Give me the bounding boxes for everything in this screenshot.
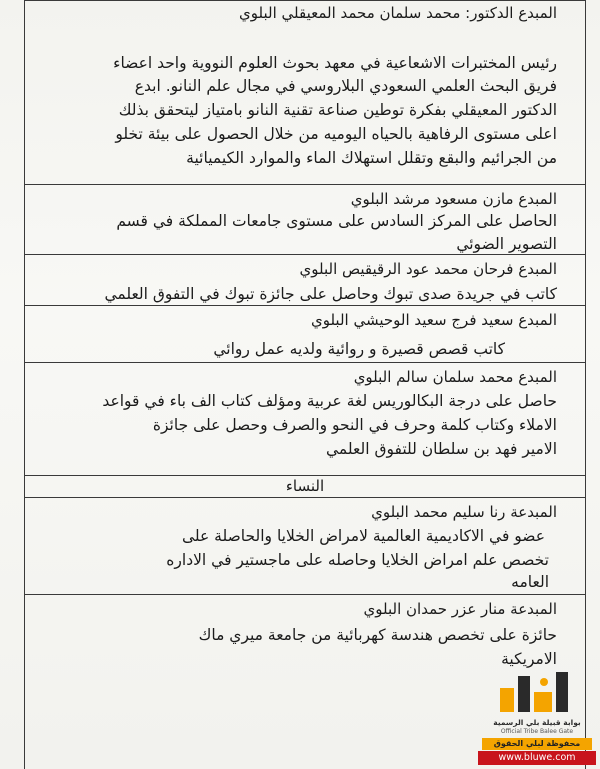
entry-text-line: فريق البحث العلمي السعودي البلاروسي في مجال علم النانو. ابدع xyxy=(134,77,557,95)
entry-text-line: الحاصل على المركز السادس على مستوى جامعات المملكة في قسم xyxy=(116,212,557,230)
tribe-logo-icon xyxy=(496,668,576,716)
entry-name: المبدع مازن مسعود مرشد البلوي xyxy=(350,190,557,208)
entry-row xyxy=(25,184,585,260)
logo-rights: محفوظة لبلي الحقوق xyxy=(482,738,592,750)
entry-row xyxy=(25,305,585,363)
logo-subtitle: Official Tribe Balee Gate xyxy=(500,728,574,735)
entry-text-line: حائزة على تخصص هندسة كهربائية من جامعة ميري ماك xyxy=(198,626,557,644)
entry-row xyxy=(25,0,585,192)
section-title: النساء xyxy=(285,477,325,495)
entry-text-line: كاتب قصص قصيرة و روائية ولديه عمل روائي xyxy=(213,340,505,358)
entry-text-line: الدكتور المعيقلي بفكرة توطين صناعة تقنية النانو بامتياز ليتحقق بذلك xyxy=(118,101,557,119)
section-header-row xyxy=(25,475,585,499)
entry-text-line: اعلى مستوى الرفاهية بالحياه اليوميه من خلال الحصول على بيئة تخلو xyxy=(115,125,557,143)
entry-text-line: الامريكية xyxy=(501,650,557,668)
entry-name: المبدع الدكتور: محمد سلمان محمد المعيقلي البلوي xyxy=(239,4,557,22)
entry-name: المبدع فرحان محمد عود الرقيقيص البلوي xyxy=(299,260,557,278)
entry-text-line: العامه xyxy=(511,573,549,591)
entry-text-line: حاصل على درجة البكالوريس لغة عربية ومؤلف كتاب الف باء في قواعد xyxy=(102,392,557,410)
site-logo[interactable] xyxy=(478,668,596,766)
entry-row xyxy=(25,497,585,595)
entry-name: المبدع سعيد فرج سعيد الوحيشي البلوي xyxy=(310,311,557,329)
entries-table xyxy=(24,0,586,769)
entry-name: المبدعة منار عزر حمدان البلوي xyxy=(363,600,557,618)
entry-text-line: تخصص علم امراض الخلايا وحاصله على ماجستير في الاداره xyxy=(166,551,549,569)
logo-title: بوابة قبيلة بلي الرسمية xyxy=(493,718,581,727)
entry-text-line: الاملاء وكتاب كلمة وحرف في النحو والصرف وحصل على جائزة xyxy=(152,416,557,434)
entry-text-line: عضو في الاكاديمية العالمية لامراض الخلايا والحاصلة على xyxy=(181,527,545,545)
entry-row xyxy=(25,254,585,310)
entry-name: المبدعة رنا سليم محمد البلوي xyxy=(371,503,557,521)
entry-row xyxy=(25,362,585,476)
entry-name: المبدع محمد سلمان سالم البلوي xyxy=(353,368,557,386)
entry-text-line: كاتب في جريدة صدى تبوك وحاصل على جائزة تبوك في التفوق العلمي xyxy=(104,285,557,303)
entry-text-line: التصوير الضوئي xyxy=(456,235,557,253)
entry-text-line: رئيس المختبرات الاشعاعية في معهد بحوث العلوم النووية واحد اعضاء xyxy=(113,54,557,72)
entry-text-line: الامير فهد بن سلطان للتفوق العلمي xyxy=(326,440,557,458)
logo-url[interactable]: www.bluwe.com xyxy=(478,751,596,765)
entry-text-line: من الجرائيم والبقع وتقلل استهلاك الماء والموارد الكيميائية xyxy=(186,149,557,167)
